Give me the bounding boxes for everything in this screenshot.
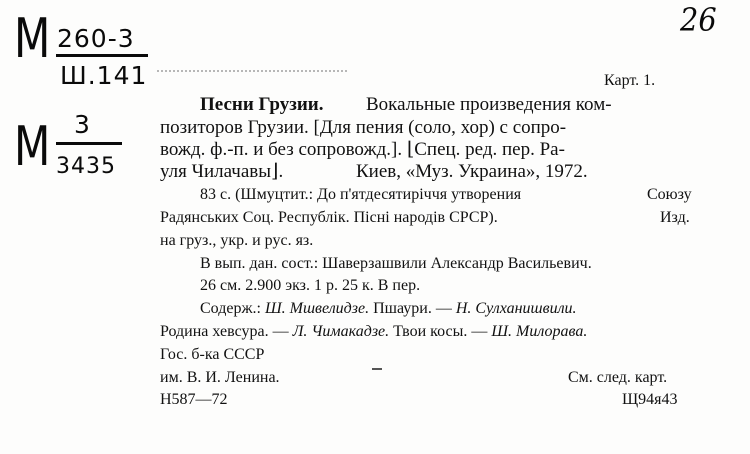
line-2: позиторов Грузии. [Для пения (соло, хор) с сопро-: [160, 117, 567, 138]
code-left: Н587—72: [160, 391, 228, 408]
next-card-note: См. след. карт.: [568, 369, 668, 386]
author-mshvelidze: Ш. Мшвелидзе.: [264, 300, 370, 317]
card-label: Карт. 1.: [604, 72, 656, 89]
line-8: В вып. дан. сост.: Шаверзашвили Александр Васильевич.: [200, 255, 592, 272]
call-number-1-fraction-line: [56, 54, 148, 57]
line-7: на груз., укр. и рус. яз.: [160, 232, 314, 249]
line-10: [200, 298, 577, 319]
line-6a: Радянських Соц. Республік. Пiснi народів СРСР).: [160, 209, 498, 226]
library-line-1: Гос. б-ка СССР: [160, 346, 265, 363]
call-number-1-bottom: Ш.141: [60, 61, 148, 90]
line-5a: 83 с. (Шмуцтит.: До п'ятдесятиріччя утворения: [200, 186, 522, 203]
line-11: [160, 321, 587, 342]
call-letter-1: M: [14, 7, 51, 70]
line-3: вожд. ф.-п. и без сопровожд.]. ⌊Спец. ред. пер. Ра-: [160, 139, 565, 160]
line-5b: Союзу: [647, 186, 692, 203]
call-number-2-top: 3: [74, 110, 91, 139]
call-number-2-bottom: 3435: [56, 154, 116, 179]
code-right: Щ94я43: [622, 391, 678, 408]
author-chimakadze: Л. Чимакадзе.: [292, 323, 390, 340]
call-number-1-top: 260-3: [57, 24, 135, 53]
call-number-2-fraction-line: [56, 142, 122, 145]
ink-speck: [372, 368, 382, 370]
contents-lead: Содерж.:: [200, 300, 261, 317]
work-pshauri: Пшаури. —: [373, 300, 452, 317]
faint-dots: [157, 70, 347, 76]
call-letter-2: M: [14, 115, 51, 178]
line-4a: уля Чилачавы⌋.: [160, 161, 284, 182]
line-1: Вокальные произведения ком-: [366, 94, 612, 115]
work-rodina-khevsura: Родина хевсура. —: [160, 323, 289, 340]
library-line-2: им. В. И. Ленина.: [160, 369, 280, 386]
line-6b: Изд.: [660, 209, 690, 226]
card-title: Песни Грузии.: [200, 94, 324, 115]
line-4b: Киев, «Муз. Украина», 1972.: [356, 161, 588, 182]
corner-number: 26: [680, 1, 717, 39]
author-milorava: Ш. Милорава.: [491, 323, 588, 340]
work-tvoi-kosy: Твои косы. —: [393, 323, 488, 340]
line-9: 26 см. 2.900 экз. 1 р. 25 к. В пер.: [200, 277, 421, 294]
author-sulkhanishvili: Н. Сулханишвили.: [455, 300, 577, 317]
